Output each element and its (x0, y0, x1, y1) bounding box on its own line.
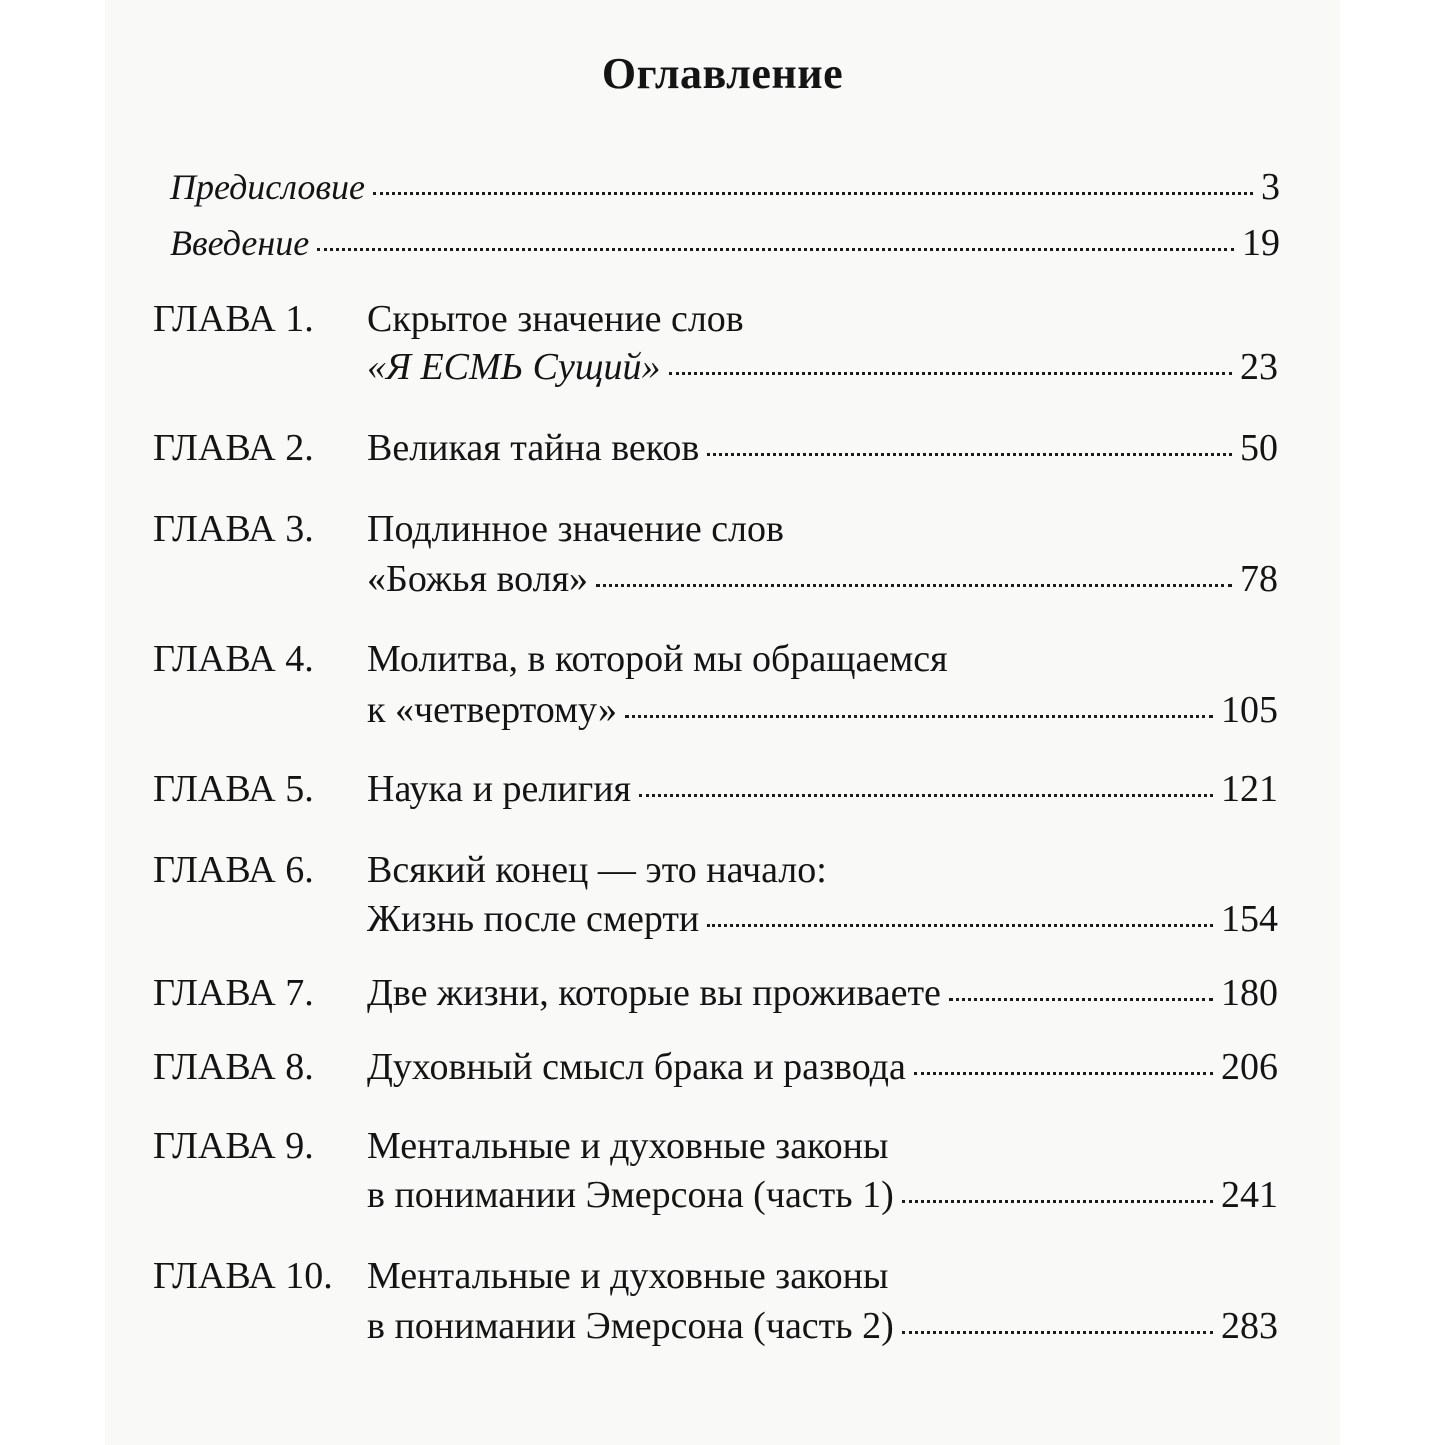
chapter-label: ГЛАВА 10. (153, 1255, 333, 1297)
chapter-title-line: «Я ЕСМЬ Сущий» (367, 346, 661, 388)
page-number: 105 (1221, 689, 1278, 731)
toc-entry-chapter-3 (367, 557, 1278, 601)
dot-leader (639, 794, 1213, 797)
chapter-label: ГЛАВА 3. (153, 508, 314, 550)
toc-entry-introduction (170, 221, 1280, 265)
dot-leader (625, 715, 1213, 718)
dot-leader (707, 453, 1232, 456)
chapter-label: ГЛАВА 5. (153, 768, 314, 810)
toc-entry-chapter-10 (367, 1304, 1278, 1348)
page-title: Оглавление (601, 49, 844, 98)
chapter-label: ГЛАВА 1. (153, 298, 314, 340)
dot-leader (914, 1072, 1213, 1075)
entry-label: Введение (170, 223, 310, 263)
page-number: 3 (1261, 166, 1280, 208)
page-number: 180 (1221, 972, 1278, 1014)
page-number: 121 (1221, 768, 1278, 810)
chapter-title-line: к «четвертому» (367, 689, 618, 731)
page-number: 50 (1240, 427, 1278, 469)
dot-leader (596, 584, 1232, 587)
chapter-title-line: Наука и религия (367, 768, 632, 810)
dot-leader (902, 1200, 1213, 1203)
chapter-label: ГЛАВА 9. (153, 1125, 314, 1167)
page-number: 283 (1221, 1305, 1278, 1347)
toc-entry-chapter-1 (367, 345, 1278, 389)
chapter-title-line: Молитва, в которой мы обращаемся (367, 638, 948, 680)
dot-leader (707, 924, 1213, 927)
dot-leader (669, 372, 1233, 375)
chapter-label: ГЛАВА 4. (153, 638, 314, 680)
toc-entry-chapter-6 (367, 897, 1278, 941)
page-number: 241 (1221, 1174, 1278, 1216)
page-number: 78 (1240, 558, 1278, 600)
chapter-label: ГЛАВА 8. (153, 1046, 314, 1088)
chapter-title-line: Подлинное значение слов (367, 508, 784, 550)
chapter-title-line: «Божья воля» (367, 558, 589, 600)
dot-leader (902, 1331, 1213, 1334)
toc-entry-chapter-2 (367, 426, 1278, 470)
chapter-label: ГЛАВА 7. (153, 972, 314, 1014)
chapter-title-line: Духовный смысл брака и развода (367, 1046, 906, 1088)
chapter-title-line: Великая тайна веков (367, 427, 700, 469)
chapter-title-line: в понимании Эмерсона (часть 2) (367, 1305, 894, 1347)
page-number: 154 (1221, 898, 1278, 940)
toc-entry-chapter-9 (367, 1173, 1278, 1217)
toc-entry-preface (170, 165, 1280, 209)
entry-label: Предисловие (170, 167, 366, 207)
chapter-title-line: Ментальные и духовные законы (367, 1125, 889, 1167)
toc-entry-chapter-4 (367, 688, 1278, 732)
chapter-label: ГЛАВА 2. (153, 427, 314, 469)
toc-entry-chapter-7 (367, 971, 1278, 1015)
toc-entry-chapter-5 (367, 767, 1278, 811)
chapter-title-line: Скрытое значение слов (367, 298, 744, 340)
dot-leader (373, 192, 1253, 195)
chapter-title-line: в понимании Эмерсона (часть 1) (367, 1174, 894, 1216)
dot-leader (317, 248, 1234, 251)
page-number: 23 (1240, 346, 1278, 388)
chapter-title-line: Жизнь после смерти (367, 898, 700, 940)
chapter-label: ГЛАВА 6. (153, 849, 314, 891)
dot-leader (949, 998, 1213, 1001)
toc-entry-chapter-8 (367, 1045, 1278, 1089)
chapter-title-line: Ментальные и духовные законы (367, 1255, 889, 1297)
chapter-title-line: Две жизни, которые вы проживаете (367, 972, 941, 1014)
page-number: 19 (1242, 222, 1280, 264)
chapter-title-line: Всякий конец — это начало: (367, 849, 827, 891)
page-number: 206 (1221, 1046, 1278, 1088)
toc-page (105, 0, 1340, 1445)
